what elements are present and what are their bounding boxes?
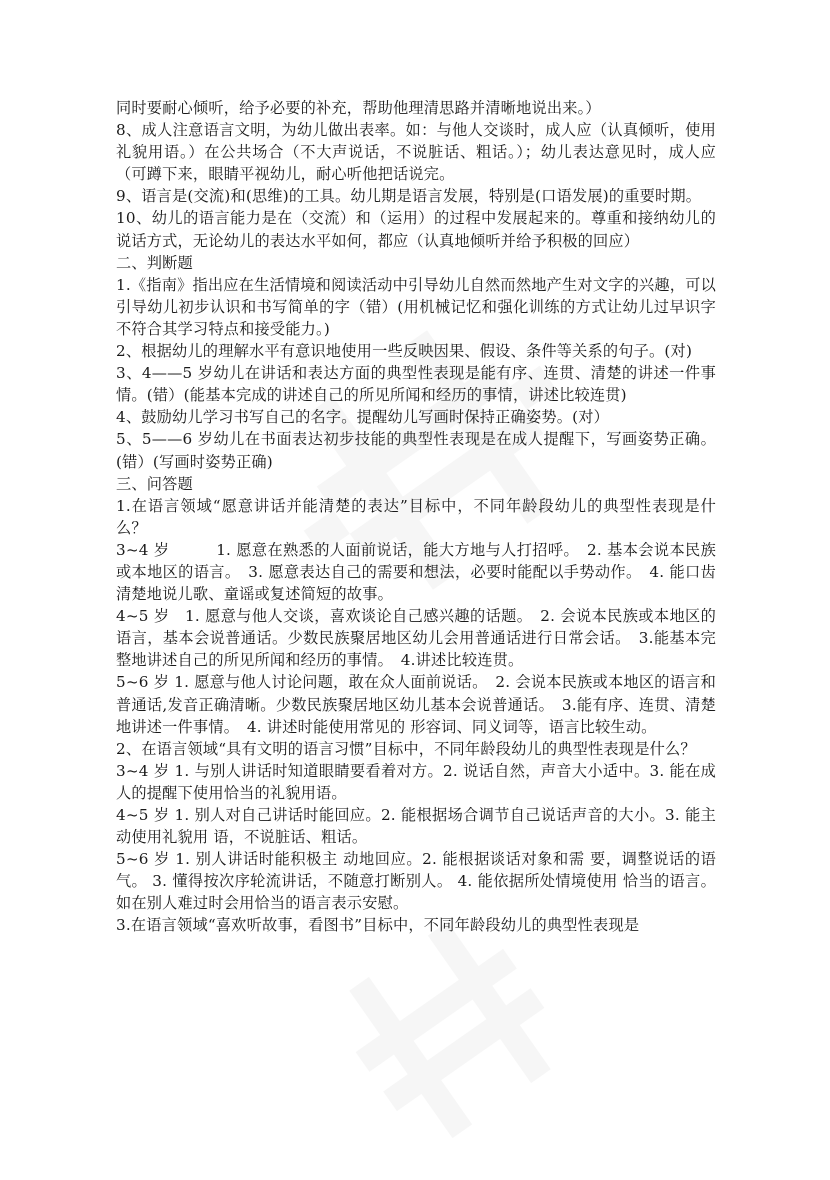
question-3: 3.在语言领域“喜欢听故事，看图书”目标中，不同年龄段幼儿的典型性表现是 <box>116 916 640 935</box>
answer-2-age-4-5: 4~5 岁 1. 别人对自己讲话时能回应。2. 能根据场合调节自己说话声音的大小。3. 能主动使用礼貌用 语，不说脏话、粗话。 <box>116 806 716 847</box>
section-heading-true-false: 二、判断题 <box>116 253 193 272</box>
question-2: 2、在语言领域“具有文明的语言习惯”目标中，不同年龄段幼儿的典型性表现是什么？ <box>116 739 696 758</box>
fill-blank-item-9: 9、语言是(交流)和(思维)的工具。幼儿期是语言发展，特别是(口语发展)的重要时期。 <box>116 187 702 206</box>
answer-2-age-5-6: 5~6 岁 1. 别人讲话时能积极主 动地回应。2. 能根据谈话对象和需 要，调整说话的语气。 3. 懂得按次序轮流讲话，不随意打断别人。 4. 能依据所处情境使用 恰当的语言。如在别人难过时会用恰当的语言表示安慰。 <box>116 850 716 913</box>
true-false-item-5: 5、5——6 岁幼儿在书面表达初步技能的典型性表现是在成人提醒下，写画姿势正确。(错）(写画时姿势正确) <box>116 430 716 471</box>
true-false-item-1: 1.《指南》指出应在生活情境和阅读活动中引导幼儿自然而然地产生对文字的兴趣，可以引导幼儿初步认识和书写简单的字（错）(用机械记忆和强化训练的方式让幼儿过早识字不符合其学习特点和接受能力。) <box>116 275 716 338</box>
answer-1-age-5-6: 5~6 岁 1. 愿意与他人讨论问题，敢在众人面前说话。 2. 会说本民族或本地区的语言和普通话,发音正确清晰。少数民族聚居地区幼儿基本会说普通话。 3.能有序、连贯、清楚地讲述一件事情。 4. 讲述时能使用常见的 形容词、同义词等，语言比较生动。 <box>116 673 716 736</box>
answer-2-age-3-4: 3~4 岁 1. 与别人讲话时知道眼睛要看着对方。2. 说话自然，声音大小适中。3. 能在成人的提醒下使用恰当的礼貌用语。 <box>116 761 716 802</box>
question-1: 1.在语言领域“愿意讲话并能清楚的表达”目标中，不同年龄段幼儿的典型性表现是什么？ <box>116 496 716 537</box>
true-false-item-3: 3、4——5 岁幼儿在讲话和表达方面的典型性表现是能有序、连贯、清楚的讲述一件事情。(错）(能基本完成的讲述自己的所见所闻和经历的事情，讲述比较连贯) <box>116 364 716 405</box>
true-false-item-4: 4、鼓励幼儿学习书写自己的名字。提醒幼儿写画时保持正确姿势。(对） <box>116 408 610 427</box>
document-body <box>116 97 716 937</box>
fill-blank-item-8: 8、成人注意语言文明，为幼儿做出表率。如：与他人交谈时，成人应（认真倾听，使用礼貌用语。）在公共场合（不大声说话，不说脏话、粗话。）；幼儿表达意见时，成人应（可蹲下来，眼睛平视幼儿，耐心听他把话说完。 <box>116 121 716 184</box>
answer-1-age-4-5: 4~5 岁 1. 愿意与他人交谈，喜欢谈论自己感兴趣的话题。 2. 会说本民族或本地区的语言，基本会说普通话。少数民族聚居地区幼儿会用普通话进行日常会话。 3.能基本完整地讲述自己的所见所闻和经历的事情。 4.讲述比较连贯。 <box>116 607 716 670</box>
answer-1-age-3-4: 3~4 岁 1. 愿意在熟悉的人面前说话，能大方地与人打招呼。 2. 基本会说本民族或本地区的语言。 3. 愿意表达自己的需要和想法，必要时能配以手势动作。 4. 能口齿清楚地说儿歌、童谣或复述简短的故事。 <box>116 540 716 604</box>
fill-blank-item-10: 10、幼儿的语言能力是在（交流）和（运用）的过程中发展起来的。尊重和接纳幼儿的说话方式，无论幼儿的表达水平如何，都应（认真地倾听并给予积极的回应） <box>116 209 716 250</box>
paragraph-continuation: 同时要耐心倾听，给予必要的补充，帮助他理清思路并清晰地说出来。） <box>116 99 601 117</box>
true-false-item-2: 2、根据幼儿的理解水平有意识地使用一些反映因果、假设、条件等关系的句子。(对) <box>116 342 693 361</box>
section-heading-questions: 三、问答题 <box>116 474 193 493</box>
